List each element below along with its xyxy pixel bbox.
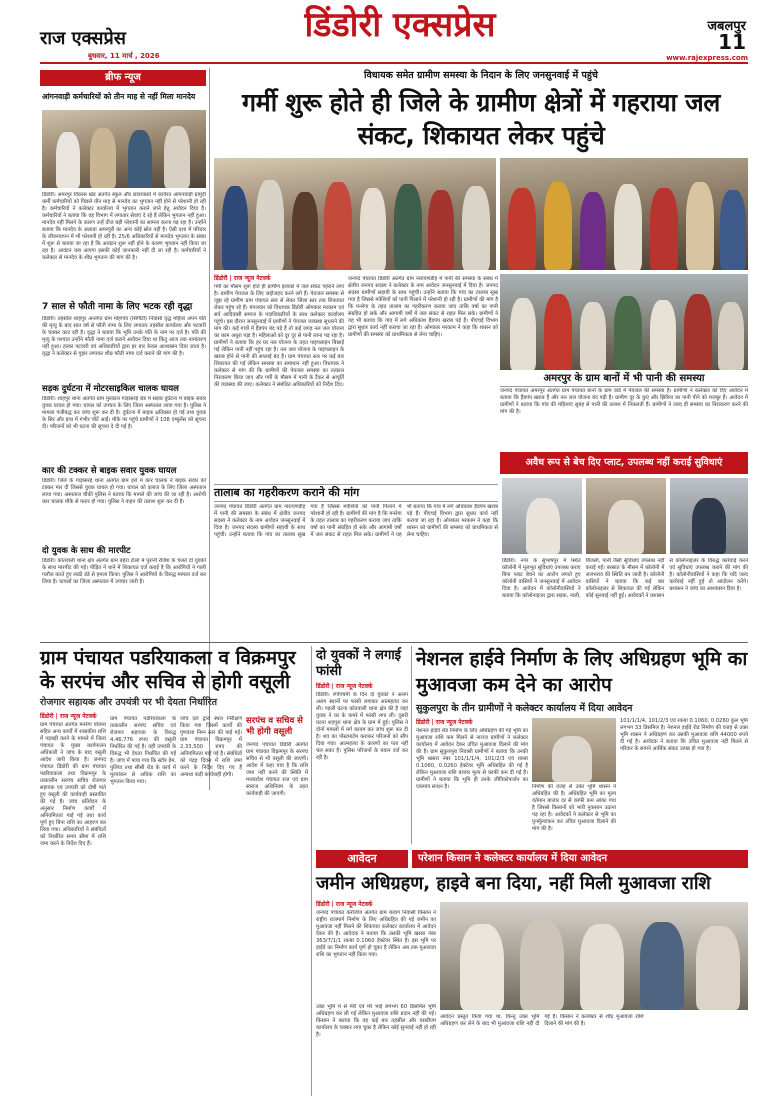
brief-title-4: कार की टक्कर से बाइक सवार युवक घायल [42, 466, 177, 476]
brief-body-2: डिंडोरी। तहसील शाहपुर अन्तर्गत ग्राम मोहगांव (सिंगौटी) निवासी वृद्ध महिला अपने पति की मृत्यु के बाद सात वर्ष से फौती नामा के लिए लगातार तहसील कार्यालय और पटवारी के चक्कर काट रही है। वृद्धा ने बताया कि भूमि उनके पति के नाम पर दर्ज है। पति की मृत्यु के पश्चात उन्होंने फौती नामा दर्ज कराने आवेदन दिया था किंतु आज तक नामांतरण नहीं हुआ। हल्का पटवारी एवं अधिकारियों द्वारा हर बार केवल आश्वासन दिया जाता है। वृद्धा ने कलेक्टर से गुहार लगाकर शीघ्र फौती नामा दर्ज कराने की मांग की है। [42, 316, 206, 357]
plot-story-photo-2 [586, 478, 666, 554]
pond-subhead: तालाब का गहरीकरण कराने की मांग [214, 484, 498, 502]
brief-body-4: डिंडोरी। जिले के गाड़ासरई थाना अंतर्गत ग्राम हर्रा में कार चालक ने बाइक सवार को टक्कर मार दी जिससे युवक घायल हो गया। घायल को इलाज के लिए जिला अस्पताल लाया गया। अस्पताल चौकी पुलिस ने बताया कि मामले की जांच की जा रही है। आरोपी कार चालक मौके से फरार हो गया। पुलिस ने वाहन की तलाश शुरू कर दी है। [42, 478, 206, 505]
highway-body2: निर्माण की वजह से उक्त भूमि शासन ने अधिग्रहित की है। अधिग्रहित भूमि का मूल्य वर्तमान बाजार दर से काफी कम आंका गया है जिससे किसानों को भारी नुकसान उठाना पड़ रहा है। आवेदकों ने कलेक्टर से भूमि का पुनर्मूल्यांकन कर उचित मुआवजा दिलाने की मांग की है। [532, 784, 616, 832]
masthead-left-title: राज एक्सप्रेस [40, 28, 126, 49]
avedan-byline: डिंडोरी | राज न्यूज नेटवर्क [316, 901, 373, 908]
avedan-tag: आवेदन [316, 850, 408, 868]
top-story-photo-2 [500, 158, 748, 270]
brief-body-1: डिंडोरी। अमरपुर विकास खंड अंतर्गत स्कूल और छात्रावासों में कार्यरत आंगनवाड़ी ग्रामुर्दी कर्मी कर्मचारियों को पिछले तीन माह से मानदेय का भुगतान नहीं होने से परेशानी हो रही है। कर्मचारियों ने कलेक्टर कार्यालय में भुगतान कराने जाने हेतु आवेदन दिया है। कर्मचारियों ने बताया कि वह विभाग में लगातार सेवाएं दे रहे हैं लेकिन भुगतान नहीं हुआ। मानदेय नहीं मिलने के कारण उन्हें तीज बड़ी परेशानी का सामना करना पड़ रहा है। उन्होंने बताया कि मानदेय के अलावा अमरपुरी का अन्य कोई स्रोत नहीं है। ऐसी दशा में परिवार के जीवनयापन में भी परेशानी हो रही है। 25/6 अधिकारियों से मानदेय भुगतान के संबंध में शुरू से बताया जा रहा है कि आवंटन शुरू नहीं होने के कारण भुगतान नहीं किया जा रहा है। आवंटन कब आएगा इसकी कोई जानकारी नहीं दी जा रही है। कर्मचारियों ने कलेक्टर से मानदेय के शीघ्र भुगतान की मांग की है। [42, 192, 206, 261]
gp-col1: ग्राम पंचायत पडरियाकला के तत्कालीन सरपंच सचिव एवं रोजगार सहायक के विरुद्ध 4,46,776 रुपए की वसूली निर्धारित की गई है। वहीं उपयंत्री के विरुद्ध भी देयता निर्धारित की गई है। जांच में पाया गया कि स्टॉप डेम, पुलिया तथा सीसी रोड के कार्य में मूल्यांकन से अधिक राशि का भुगतान किया गया। [110, 716, 176, 785]
amarpur-body: जनपद पंचायत अमरपुर अंतर्गत ग्राम पंचायत बानो के ग्राम वार्ड में पेयजल की समस्या है। ग्रामीणों ने कलेक्टर को दिए आवेदन में बताया कि हैंडपंप खराब हैं और नल जल योजना बंद पड़ी है। ग्रामीण दूर के कुएं और झिरिया का पानी पीने को मजबूर हैं। आवेदन में ग्रामीणों ने बताया कि गांव की महिलाएं सुबह से पानी की तलाश में निकलती हैं। ग्रामीणों ने जल्द ही समस्या का निराकरण करने की मांग की है। [500, 388, 748, 415]
brief-photo-1 [42, 110, 206, 188]
masthead [0, 0, 778, 64]
highway-body3: 101/1/1/4, 101/2/3 एवं रकबा 0.1060, 0.0260 कुल भूमि लगभग 33 डिसमिल है। नेशनल हाईवे रोड निर्माण की वजह से उक्त भूमि शासन ने अधिग्रहण कर उसकी मुआवजा राशि 44000 रुपये दी गई है। आवेदक ने बताया कि उचित मुआवजा नहीं मिलने से परिवार के सामने आर्थिक संकट उत्पन्न हो गया है। [620, 718, 748, 752]
amarpur-photo [500, 274, 748, 370]
highway-subhead: सुकुलपुरा के तीन ग्रामीणों ने कलेक्टर कार्यालय में दिया आवेदन [416, 703, 633, 714]
avedan-headline: जमीन अधिग्रहण, हाइवे बना दिया, नहीं मिली मुआवजा राशि [316, 873, 711, 894]
masthead-city: जबलपुर [707, 19, 746, 34]
masthead-date: बुधवार, 11 मार्च , 2026 [88, 52, 160, 60]
brief-news-tag: ब्रीफ न्यूज [40, 70, 206, 86]
top-story-photo-1 [214, 158, 496, 270]
gp-body: ग्राम पंचायत अंतर्गत मनरेगा योजना सहित अन्य कार्यों में शासकीय राशि में गड़बड़ी करने के मामले में जिला पंचायत के मुख्य कार्यपालन अधिकारी ने जांच के बाद वसूली आदेश जारी किया है। जनपद पंचायत डिंडोरी की ग्राम पंचायत पडरियाकला तथा विक्रमपुर के तत्कालीन सरपंच सचिव रोजगार सहायक एवं उपयंत्री को दोषी पाते हुए वसूली की कार्यवाही प्रस्तावित की गई है। जांच प्रतिवेदन के अनुसार निर्माण कार्यों में अनियमितता पाई गई तथा कार्य पूर्ण हुए बिना राशि का आहरण कर लिया गया। अधिकारियों ने संबंधितों को निर्धारित समय सीमा में राशि जमा करने के निर्देश दिए हैं। [40, 722, 106, 847]
top-story-body-col1: गर्मी का मौसम शुरू होते ही ग्रामीण इलाकों में जल संकट गहराने लगा है। ग्रामीण पेयजल के लिए जद्दोजहद करने लगे हैं। पेयजल समस्या से जूझ रहे ग्रामीण ग्राम पंचायत स्तर से लेकर जिला स्तर तक शिकायत लेकर पहुंच रहे हैं। मंगलवार को विधायक डिंडोरी ओमकार मरकाम एवं सर्व आदिवासी समाज के पदाधिकारियों के साथ कलेक्टर कार्यालय पहुंचे। इस दौरान जनसुनवाई में ग्रामीणों ने पेयजल व्यवस्था सुधारने की मांग की। कई गांवों में हैंडपंप बंद पड़े हैं तो कई जगह नल जल योजना का काम अधूरा पड़ा है। महिलाओं को दूर दूर से पानी लाना पड़ रहा है। ग्रामीणों ने बताया कि हर घर नल योजना के तहत पाइपलाइन बिछाई गई लेकिन पानी नहीं पहुंच रहा है। नल जल योजना के पाइपलाइन के खराब होने से पानी की सप्लाई बंद है। ग्राम पंचायत स्तर पर कई बार शिकायत की गई लेकिन समस्या का समाधान नहीं हुआ। विधायक ने कलेक्टर से मांग की कि ग्रामीणों की पेयजल समस्या का तत्काल निराकरण किया जाए और गर्मी के मौसम में पानी के टैंकर से आपूर्ति की व्यवस्था की जाए। कलेक्टर ने संबंधित अधिकारियों को निर्देश दिए। [214, 284, 344, 388]
death-headline: दो युवकों ने लगाई फांसी [316, 648, 402, 679]
top-story-body-col2: जनपद पंचायत डिंडोरी अंतर्गत ग्राम नारायणडीह में पानी की समस्या के संबंध में क्षेत्रीय जनपद सदस्य ने कलेक्टर के नाम आवेदन जनसुनवाई में दिया है। जनपद सदस्य ग्रामीणों सहायी के साथ पहुंचीं। उन्होंने बताया कि गांव का तालाब सूख गया है जिससे मवेशियों को पानी पिलाने में परेशानी हो रही है। ग्रामीणों की मांग है कि मनरेगा के तहत तालाब का गहरीकरण कराया जाए ताकि वर्षा का पानी संग्रहित हो सके और आगामी वर्षों में जल संकट से राहत मिल सके। ग्रामीणों ने यह भी बताया कि गांव में लगे अधिकांश हैंडपंप खराब पड़े हैं। पीएचई विभाग द्वारा सुधार कार्य नहीं कराया जा रहा है। ओमकार मरकाम ने कहा कि शासन को ग्रामीणों की समस्या को प्राथमिकता से लेना चाहिए। [348, 276, 498, 338]
brief-title-3: सड़क दुर्घटना में मोटरसाइकिल चालक घायल [42, 384, 179, 394]
gp-byline: डिंडोरी | राज न्यूज नेटवर्क [40, 713, 97, 720]
pond-body: जनपद पंचायत डिंडोरी अंतर्गत ग्राम नारायणडीह में पानी की समस्या के संबंध में क्षेत्रीय जनपद सदस्य ने कलेक्टर के नाम आवेदन जनसुनवाई में दिया है। जनपद सदस्य ग्रामीणों सहायी के साथ पहुंचीं। उन्होंने बताया कि गांव का तालाब सूख गया है जिससे मवेशियों को पानी पिलाने में परेशानी हो रही है। ग्रामीणों की मांग है कि मनरेगा के तहत तालाब का गहरीकरण कराया जाए ताकि वर्षा का पानी संग्रहित हो सके और आगामी वर्षों में जल संकट से राहत मिल सके। ग्रामीणों ने यह भी बताया कि गांव में लगे अधिकांश हैंडपंप खराब पड़े हैं। पीएचई विभाग द्वारा सुधार कार्य नहीं कराया जा रहा है। ओमकार मरकाम ने कहा कि शासन को ग्रामीणों की समस्या को प्राथमिकता से लेना चाहिए। [214, 504, 498, 538]
avedan-body: जनपद पंचायत करंजिया अंतर्गत ग्राम बजाग निवासी किसान ने राष्ट्रीय राजमार्ग निर्माण के लिए अधिग्रहित की गई जमीन का मुआवजा नहीं मिलने की शिकायत कलेक्टर कार्यालय में आवेदन देकर की है। आवेदक ने बताया कि उसकी भूमि खसरा नंबर 363/7/1/1 रकबा 0.1060 हेक्टेयर स्थित है। इस भूमि पर हाईवे का निर्माण कार्य पूर्ण हो चुका है लेकिन अब तक मुआवजा राशि का भुगतान नहीं किया गया। [316, 910, 436, 958]
gp-headline: ग्राम पंचायत पडरियाकला व विक्रमपुर के सरपंच और सचिव से होगी वसूली [40, 647, 296, 693]
top-story-kicker: विधायक समेत ग्रामीण समस्या के निदान के लिए जनसुनवाई में पहुंचे [364, 70, 598, 81]
gp-divider [311, 646, 312, 1096]
masthead-website: www.rajexpress.com [666, 54, 748, 62]
plot-story-photo-3 [670, 478, 748, 554]
avedan-body2: उक्त भूमि में से मेरी एवं मेरे भाई लगभग 60 डिसमिल भूमि अधिग्रहण कर ली गई लेकिन मुआवजा राशि प्रदान नहीं की गई। किसान ने बताया कि वह कई बार तहसील और एसडीएम कार्यालय के चक्कर लगा चुका है लेकिन कोई सुनवाई नहीं हो रही है। [316, 1004, 436, 1038]
highway-photo [532, 718, 616, 782]
highway-byline: डिंडोरी | राज न्यूज नेटवर्क [416, 719, 473, 726]
gp-body2: जनपद पंचायत डिंडोरी अंतर्गत ग्राम पंचायत विक्रमपुर के सरपंच सचिव से भी वसूली की जाएगी। आदेश में कहा गया है कि राशि जमा नहीं करने की स्थिति में मध्यप्रदेश पंचायत राज एवं ग्राम स्वराज अधिनियम के तहत कार्यवाही की जाएगी। [246, 742, 308, 797]
gp-subhead: रोजगार सहायक और उपयंत्री पर भी देयता निर्धारित [40, 697, 218, 708]
plot-story-body: डिंडोरी। नगर के सुभाषपुर में स्थित कॉलोनी में मूलभूत सुविधाएं उपलब्ध कराए बिना प्लाट बेचने का आरोप लगाते हुए कॉलोनी वासियों ने जनसुनवाई में आवेदन दिया है। आवेदन में कॉलोनीवासियों ने बताया कि कॉलोनाइजर द्वारा सड़क, नाली, बिजली, पानी जैसी सुविधाएं उपलब्ध नहीं कराई गईं। बरसात के मौसम में कॉलोनी में जलभराव की स्थिति बन जाती है। कॉलोनी वासियों ने बताया कि कई बार कॉलोनाइजर से शिकायत की गई लेकिन कोई सुनवाई नहीं हुई। आवेदकों ने प्रशासन से कॉलोनाइजर के विरुद्ध कार्रवाई करने एवं सुविधाएं उपलब्ध कराने की मांग की है। कॉलोनीवासियों ने कहा कि यदि जल्द कार्रवाई नहीं हुई तो आंदोलन करेंगे। प्रशासन ने जांच का आश्वासन दिया है। [502, 558, 748, 599]
brief-title-5: दो युवक के साथ की मारपीट [42, 546, 131, 556]
avedan-photo [440, 902, 748, 1010]
brief-title-1: आंगनवाड़ी कर्मचारियों को तीन माह से नहीं मिला मानदेय [42, 92, 196, 101]
avedan-body3: आवेदन प्रस्तुत किया गया था, किन्तु उक्त भूमि अधिग्रहण कर लेने के बाद भी मुआवजा राशि नहीं दी गई है। किसान ने कलेक्टर से शीघ्र मुआवजा राशि दिलाने की मांग की है। [440, 1014, 644, 1027]
brief-body-5: डिंडोरी। कोतवाली थाना क्षेत्र अंतर्गत ग्राम बहेरा टोला में पुरानी रंजिश के चलते दो युवकों के साथ मारपीट की गई। पीड़ित ने थाने में शिकायत दर्ज कराई है कि आरोपियों ने गाली गलौज करते हुए लाठी डंडे से हमला किया। पुलिस ने आरोपियों के विरुद्ध मामला दर्ज कर लिया है। घायलों का जिला अस्पताल में उपचार जारी है। [42, 558, 206, 585]
highway-headline: नेशनल हाईवे निर्माण के लिए अधिग्रहण भूमि का मुआवजा कम देने का आरोप [416, 648, 748, 696]
avedan-kicker: परेशान किसान ने कलेक्टर कार्यालय में दिया आवेदन [412, 850, 748, 868]
plot-story-photo-1 [502, 478, 582, 554]
highway-body: नेशनल हाईवे रोड निर्माण के लिए अधिग्रहण की गई भूमि का मुआवजा राशि कम मिलने से नाराज ग्रामीणों ने कलेक्टर कार्यालय में आवेदन देकर उचित मुआवजा दिलाने की मांग की है। ग्राम सुकुलपुरा निवासी ग्रामीणों ने बताया कि उनकी भूमि खसरा नंबर 101/1/1/4, 101/2/3 एवं रकबा 0.1060, 0.0260 हेक्टेयर भूमि अधिग्रहित की गई है लेकिन मुआवजा राशि बाजार मूल्य से काफी कम दी गई है। ग्रामीणों ने बताया कि भूमि ही उनके जीविकोपार्जन का एकमात्र साधन है। [416, 728, 528, 790]
gp-col2: जांच दल द्वारा स्थल निरीक्षण किया गया जिसमें कार्यों की गुणवत्ता निम्न स्तर की पाई गई। ग्राम पंचायत विक्रमपुर में 2,33,500 रुपए की अनियमितता पाई गई है। संबंधितों को पंद्रह दिवस में राशि जमा करने के निर्देश दिए गए हैं अन्यथा कड़ी कार्यवाही होगी। [180, 716, 242, 778]
brief-body-3: डिंडोरी। शाहपुर थाना अंतर्गत ग्राम मुरकाल गाड़ासरई रोड में सड़क दुर्घटना में बाइक सवार युवक घायल हो गया। घायल को उपचार के लिए जिला अस्पताल लाया गया है। पुलिस ने मामला पंजीबद्ध कर जांच शुरू कर दी है। दुर्घटना में बाइक क्षतिग्रस्त हो गई तथा युवक के सिर और हाथ में गंभीर चोटें आईं। मौके पर पहुंचे ग्रामीणों ने 108 एम्बुलेंस को सूचना दी। परिजनों को भी घटना की सूचना दे दी गई है। [42, 396, 206, 430]
masthead-page-number: 11 [718, 30, 746, 54]
death-body: डिंडोरी। रंगोपंचमी के दिन दो युवकों ने अलग अलग स्थानों पर फांसी लगाकर आत्महत्या कर ली। पहली घटना कोतवाली थाना क्षेत्र की है जहां युवक ने घर के कमरे में फांसी लगा ली। दूसरी घटना शहपुरा थाना क्षेत्र के ग्राम में हुई। पुलिस ने दोनों मामलों में मर्ग कायम कर जांच शुरू कर दी है। शव का पोस्टमार्टम कराकर परिजनों को सौंप दिया गया। आत्महत्या के कारणों का पता नहीं चल सका है। पुलिस परिजनों के बयान दर्ज कर रही है। [316, 692, 408, 761]
top-story-byline: डिंडोरी | राज न्यूज नेटवर्क [214, 275, 271, 282]
amarpur-caption: अमरपुर के ग्राम बानों में भी पानी की समस्या [500, 372, 748, 387]
masthead-center-title: डिंडोरी एक्सप्रेस [304, 5, 496, 45]
plot-story-tag: अवैध रूप से बेच दिए प्लाट, उपलब्ध नहीं कराई सुविधाएं [500, 452, 748, 474]
brief-title-2: 7 साल से फौती नामा के लिए भटक रही वृद्धा [42, 302, 193, 312]
masthead-divider [40, 62, 748, 64]
gp-mid-head: सरपंच व सचिव से भी होगी वसूली [246, 716, 303, 737]
top-story-headline: गर्मी शुरू होते ही जिले के ग्रामीण क्षेत्रों में गहराया जल संकट, शिकायत लेकर पहुंचे [241, 88, 721, 150]
death-divider [411, 646, 412, 844]
death-byline: डिंडोरी | राज न्यूज नेटवर्क [316, 683, 373, 690]
section-divider [40, 642, 748, 643]
